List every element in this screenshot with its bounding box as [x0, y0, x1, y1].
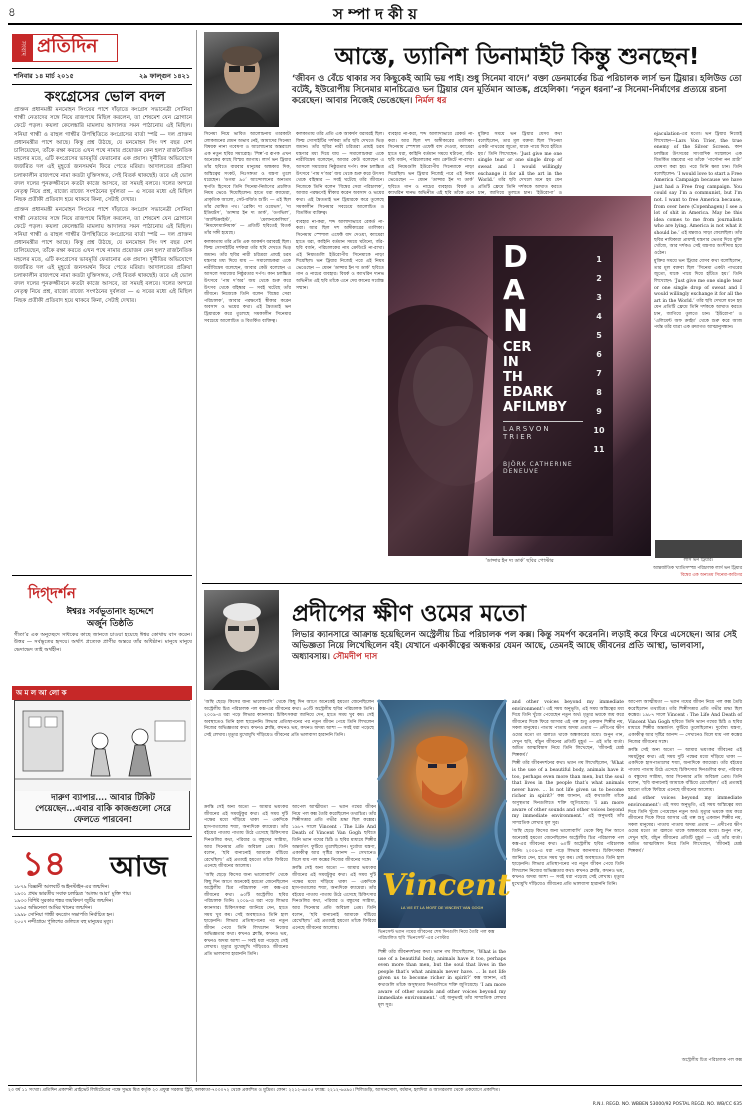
poster-letter: TH [503, 370, 523, 385]
article1-col1-text: সিনেমা নিয়ে ভাবিত আলোচনায় তারকাটা লোকজনের যেমন অভাব নেই, আমাদের সিনেমা বিষয়ক নানা গবেষণা ও আলোচনার অন্তরালে এক নতুন ছবির সমারোহ। ‘শিল্প’-র রূপক এখন অনেকের কাছে বিস্ময় জাগায়। লার্স ভন ট্রিয়ার তাঁর ছবিতে বারবার মানুষের অন্ধকার দিক, অস্তিত্বের সংকট, নিঃসঙ্গতা ও যন্ত্রণা তুলে ধরেছেন। ‘ডগমা ৯৫’ আন্দোলনের অন্যতম স্থপতি হিসেবে তিনি সিনেমা-নির্মাণের প্রচলিত নিয়ম ভেঙে দিয়েছিলেন। হাতে ধরা ক্যামেরা, প্রাকৃতিক আলো, সেট-বর্জিত শুটিং — এই ছিল তাঁর ঘোষিত পথ। ‘ব্রেকিং দ্য ওয়েভস’, ‘দ্য ইডিয়টস’, ‘ডান্সার ইন দ্য ডার্ক’, ‘ডগভিল’, ‘অ্যান্টিক্রাইস্ট’, ‘মেলানকোলিয়া’, ‘নিমফোম্যানিয়াক’ — প্রতিটি ছবিতেই বিতর্ক তাঁর সঙ্গী হয়েছে। [204, 132, 291, 236]
today-date-number: ১৪ [22, 844, 67, 884]
article2-headline: প্রদীপের ক্ষীণ ওমের মতো [292, 601, 527, 627]
portrait-icon [204, 32, 279, 127]
poster-number: 10 [593, 426, 605, 435]
side-photo-caption: লার্স ভন ট্রিয়ার। [683, 558, 714, 563]
article2-col5-cont2: ‘অস্থি ছেড়ে কিসের জন্য ভালোবাসি’ থেকে কিছু দিন আগে অনেকেই হয়তো জেনেছিলেন অস্ট্রেলীয় চিত্র পরিচালক পল কক্স-এর জীবনের কথা। ৬০টি অস্ট্রেলীয় ছবির পরিচালক তিনি। ২০০৯-এ ধরা পড়ে লিভার ক্যানসার। চিকিৎসকরা জানিয়ে দেন, হাতে সময় খুব কম। সেই অবস্থাতেও তিনি হাল ছাড়েননি। লিভার প্রতিস্থাপনের পর নতুন জীবন পেয়ে তিনি লিখলেন নিজের অভিজ্ঞতার কথা। কখনও ক্লান্তি, কখনও ভয়, কখনও অদম্য আশা — সবই ধরা পড়েছে সেই লেখায়। মৃত্যুর মুখোমুখি দাঁড়িয়েও জীবনের প্রতি ভালবাসা হারাননি তিনি। [512, 829, 624, 888]
poster-letter: CER [503, 340, 532, 355]
today-word: আজ [110, 850, 168, 883]
director-photo [204, 32, 279, 127]
article2-col3 [292, 805, 376, 1025]
article2-kicker [292, 630, 742, 663]
dancer-poster [388, 196, 651, 556]
poster-director: LARSVON TRIER [503, 421, 583, 441]
logo-name: প্রতিদিন [37, 35, 98, 57]
vincent-poster-subtitle: LA VIE ET LA MORT DE VINCENT VAN GOGH [400, 905, 484, 910]
poster-cast: BJÖRK CATHERINE DENEUVE [503, 461, 573, 475]
article2-kicker-text: লিভার ক্যানসারে আক্রান্ত হয়েছিলেন অস্ট্রেলীয় চিত্র পরিচালক পল কক্স। কিন্তু সমর্পণ করেননি। লড়াই করে ফিরে এসেছেন। আর সেই অভিজ্ঞতা নিয়ে লিখেছিলেন বই। যেখানে একাকীত্বের অন্ধকার যেমন আছে, তেমনই আছে জীবনের প্রতি আস্থা, ভালবাসা, অধ্যাবসায়। [292, 630, 737, 662]
digdarshan-body: গীতা’র এক অনুচ্ছেদে সাধকের কাছে জানতে চাওয়া হয়েছে ঈশ্বর কোথায় বাস করেন। উত্তর — সর্বভূতের হৃদয়ে। অর্থাৎ প্রত্যেক প্রাণীর অন্তরে তাঁর অধিষ্ঠান। মানুষে মানুষে ভেদাভেদ তাই অর্থহীন। [14, 632, 192, 653]
cartoon-caption: দারুণ ব্যাপার.... আবার টিকিট পেয়েছেন...এবার বাকি কাজগুলো সেরে ফেলতে পারবেন! [35, 793, 171, 825]
today-item: ১৮৭৯ বিজ্ঞানী আলবার্ট আইনস্টাইন-এর জন্মদিন। [14, 885, 110, 890]
article2-col2 [204, 805, 288, 1025]
poster-number: 3 [596, 293, 602, 302]
article1-col2-cont: ব্যবহার না-করা, শব্দ আলাদাভাবে রেকর্ড না-করা। আর ছিল দশ অঙ্গীকারের তালিকা। সিনেমায় স্পেশাল এফেক্ট বাদ দেওয়া, ক্যামেরা হাতে ধরা, কাহিনি বর্তমান সময়ে ঘটানো, জঁর-ছবি বর্জন, পরিচালকের নাম ক্রেডিটে না-রাখা। এই নিয়মগুলি ইউরোপীয় সিনেমাকে নাড়া দিয়েছিল। ভন ট্রিয়ার নিজেই পরে এই নিয়ম ভেঙেছেন — যেমন ‘ডান্সার ইন দ্য ডার্ক’ ছবিতে গান ও নাচের ব্যবহার। বিয়র্ক ও ক্যাথরিন দ্যনভ অভিনীত এই ছবি তাঁকে এনে দেয় কানের সর্বোচ্চ সম্মান। [296, 219, 384, 291]
article1-col3-text: ব্যবহার না-করা, শব্দ আলাদাভাবে রেকর্ড না-করা। আর ছিল দশ অঙ্গীকারের তালিকা। সিনেমায় স্পেশাল এফেক্ট বাদ দেওয়া, ক্যামেরা হাতে ধরা, কাহিনি বর্তমান সময়ে ঘটানো, জঁর-ছবি বর্জন, পরিচালকের নাম ক্রেডিটে না-রাখা। এই নিয়মগুলি ইউরোপীয় সিনেমাকে নাড়া দিয়েছিল। ভন ট্রিয়ার নিজেই পরে এই নিয়ম ভেঙেছেন — যেমন ‘ডান্সার ইন দ্য ডার্ক’ ছবিতে গান ও নাচের ব্যবহার। বিয়র্ক ও ক্যাথরিন দ্যনভ অভিনীত এই ছবি তাঁকে এনে [388, 132, 474, 197]
dancer-poster-caption: ‘ডান্সার ইন দ্য ডার্ক’ ছবির পোস্টার [485, 558, 554, 564]
article2-col1-text: ‘অস্থি ছেড়ে কিসের জন্য ভালোবাসি’ থেকে কিছু দিন আগে অনেকেই হয়তো জেনেছিলেন অস্ট্রেলীয় চিত্র পরিচালক পল কক্স-এর জীবনের কথা। ৬০টি অস্ট্রেলীয় ছবির পরিচালক তিনি। ২০০৯-এ ধরা পড়ে লিভার ক্যানসার। চিকিৎসকরা জানিয়ে দেন, হাতে সময় খুব কম। সেই অবস্থাতেও তিনি হাল ছাড়েননি। লিভার প্রতিস্থাপনের পর নতুন জীবন পেয়ে তিনি লিখলেন নিজের অভিজ্ঞতার কথা। কখনও ক্লান্তি, কখনও ভয়, কখনও অদম্য আশা — সবই ধরা পড়েছে সেই লেখায়। মৃত্যুর মুখোমুখি দাঁড়িয়েও জীবনের প্রতি ভালবাসা হারাননি তিনি। [204, 700, 374, 738]
article1-col5-text: ejaculation-এর মতো। ভন ট্রিয়ার নিজেই লিখেছেন—Lars Von Trier, the true enemy of the Silver Screen. কান চলচ্চিত্র উৎসবের সাংবাদিক সম্মেলনে এক বিতর্কিত মন্তব্যের পর তাঁকে ‘পার্সোনা নন গ্রাটা’ ঘোষণা করা হয়। পরে তিনি ক্ষমা চান। তিনি বলেছিলেন: ‘I would love to start a Free America Campaign because we have just had a Free frog campaign. You could say I’m a communist, but I’m not. I want to free America because, from over here (Copenhagen) I see a lot of shit in America. May be this idea comes to me from journalists who are lying. America is not what it should be.’ এই মন্তব্যও সাড়া ফেলেছিল। তাঁর ছবির নায়িকারা প্রায়শই যন্ত্রণার ভেতর দিয়ে মুক্তি খোঁজে, আর দর্শকও সেই যন্ত্রণার অংশীদার হয়ে ওঠেন। [654, 132, 742, 256]
poster-number: 11 [593, 445, 605, 454]
editorial-paragraph: প্রাক্তন প্রধানমন্ত্রী মনমোহন সিংয়ের পাশে দাঁড়াতে কংগ্রেস সভানেত্রী সোনিয়া গান্ধী নেতাদের সঙ্গে নিয়ে রাজপথে মিছিল করলেন, তা শেষমেশ যেন স্লোগানে ফেটে পড়ল। কয়লা কেলেঙ্কারি মামলায় আদালত সমন পাঠানোয় এই মিছিল। সনিয়া গান্ধী ও রাহুল গান্ধীর উপস্থিতিতে কংগ্রেসের বার্তা স্পষ্ট — দল প্রাক্তন প্রধানমন্ত্রীর পাশে আছে। কিন্তু প্রশ্ন উঠছে, যে মনমোহন সিং দশ বছর দেশ চালিয়েছেন, তাঁকে রক্ষা করতে এখন পথে নামার প্রয়োজন কেন হল? রাজনৈতিক মহলের মতে, এটি কংগ্রেসের ভাবমূর্তি ফেরানোর এক প্রয়াস। দুর্নীতির অভিযোগে জর্জরিত দল এই মুহূর্তে জনসমর্থন ফিরে পেতে মরিয়া। আদালতের প্রক্রিয়া চলাকালীন রাজপথে নামা কতটা যুক্তিসঙ্গত, সেই বিতর্ক থাকছেই। তবে এই ভোল বদল দলের পুনরুজ্জীবনে কতটা কাজে আসবে, তা সময়ই বলবে। দলের অন্দরে নেতৃত্ব নিয়ে প্রশ্ন, রাজ্যে রাজ্যে সংগঠনের দুর্বলতা — এ সবের মধ্যে এই মিছিল নিছক প্রতীকী প্রতিবাদ হয়ে থাকবে কিনা, সেটাই দেখার। [14, 107, 192, 204]
poster-number: 8 [596, 388, 602, 397]
article1-col1 [204, 132, 291, 580]
footer-imprint: ২৩ বর্ষ ১১ সংখ্যা। প্রতিদিন প্রকাশনী প্রাইভেট লিমিটেডের পক্ষে সুভদ্র মিত্র কর্তৃক ২০ প্রফুল্ল সরকার স্ট্রিট, কলকাতা-৭০০০৭২ থেকে প্রকাশিত ও মুদ্রিত। ফোন: ২২১২-৬৫০৫ ফ্যাক্স: ২২১২-৬৫৯৫। শিলিগুড়ি, আসানসোল, বর্ধমান, হলদিয়া ও আগরতলা থেকে একযোগে প্রকাশিত। [8, 1088, 500, 1093]
article1-col4-text: মুক্তির সময়ে ভন ট্রিয়ার যেসব কথা বলেছিলেন, তার মূল বক্তব্য ছিল ‘সিনেমা একটা পাথরের জুতো, যাকে পায়ে দিয়ে হাঁটতে হয়।’ তিনি লিখেছেন: ‘Just give me one single tear or one single drop of sweat and I would willingly exchange it for all the art in the World.’ তাঁর ছবি দেখলে মনে হয় যেন প্রতিটি ফ্রেমে তিনি দর্শককে আঘাত করতে চান, জাগিয়ে তুলতে চান। ‘ইউরোপা’ ও [478, 132, 562, 197]
poster-letter: A [503, 273, 525, 306]
article2-col6-text: আপেল আত্মীয়তা — ভ্যান গঘের জীবন নিয়ে পল কক্স তৈরি করেছিলেন তথ্যচিত্র। তাঁর শিল্পীসত্তার প্রতি গভীর শ্রদ্ধা ছিল কক্সের। ১৯৮৭ সালে Vincent : The Life And Death of Vincent Van Gogh ছবিতে তিনি ভ্যান গঘের চিঠি ও ছবির মাধ্যমে শিল্পীর অন্তর্জগৎ ফুটিয়ে তুলেছিলেন। দুর্বোধ্য যন্ত্রণা, একাকীত্ব আর সৃষ্টির আনন্দ — সেখানেও মিলে যায় পল কক্সের নিজের জীবনের সঙ্গে। [628, 700, 742, 745]
article-divider [202, 583, 742, 584]
column-divider [196, 30, 197, 1082]
article2-col3-text: আপেল আত্মীয়তা — ভ্যান গঘের জীবন নিয়ে পল কক্স তৈরি করেছিলেন তথ্যচিত্র। তাঁর শিল্পীসত্তার প্রতি গভীর শ্রদ্ধা ছিল কক্সের। ১৯৮৭ সালে Vincent : The Life And Death of Vincent Van Gogh ছবিতে তিনি ভ্যান গঘের চিঠি ও ছবির মাধ্যমে শিল্পীর অন্তর্জগৎ ফুটিয়ে তুলেছিলেন। দুর্বোধ্য যন্ত্রণা, একাকীত্ব আর সৃষ্টির আনন্দ — সেখানেও মিলে যায় পল কক্সের নিজের জীবনের সঙ্গে। [292, 805, 376, 863]
editorial-title: কংগ্রেসের ভোল বদল [44, 89, 166, 105]
poster-number: 1 [596, 255, 602, 264]
vincent-poster-title: Vincent [382, 868, 511, 903]
article2-col6 [628, 700, 742, 1025]
side-caption-2: আন্তর্জাতিক খ্যাতিসম্পন্ন পরিচালক লার্স ভন ট্রিয়ার [652, 566, 742, 571]
page-number: ৪ [8, 5, 16, 19]
poster-number: 7 [596, 369, 602, 378]
article2-col5-cont: শিল্পী তাঁর জীবনদর্শনের কথা। ভ্যান গঘ লিখেছিলেন, ‘What is the use of a beautiful body, animals have it too, perhaps even more than men, but the soul that lives in the people that’s what animals never have. ... Is not life given us to become richer in spirit?’ কক্স জানান, এই কথাগুলি তাঁকে অসুস্থতার দিনগুলিতে শক্তি জুগিয়েছে। ‘I am more aware of other sounds and other voices beyond my immediate environment.’ এই অনুভবই তাঁর সাম্প্রতিক লেখার মূল সুর। [512, 761, 624, 826]
article2-author: সৌমদীপ দাস [332, 652, 378, 662]
footer-registration: R.N.I. REGD. NO. WBBEN 53000/92 POSTAL REGD. NO. WB/CC 635 [592, 1102, 742, 1107]
article1-col1-cont: কলকাতায় তাঁর প্রতি এক আকর্ষণ বরাবরই ছিল। ফিল্ম সোসাইটির দর্শকরা তাঁর ছবি দেখতে ভিড় জমান। তাঁর ছবির নারী চরিত্ররা প্রায়ই চরম যন্ত্রণার মধ্য দিয়ে যায় — সমালোচকরা একে নারীবিদ্বেষ বলেছেন, আবার কেউ বলেছেন এ আসলে সমাজের নিষ্ঠুরতার দর্পণ। কান চলচ্চিত্র উৎসবে ‘পাম দ’অর’ জয় থেকে শুরু করে উৎসব থেকে বহিষ্কার — সবই ঘটেছে তাঁর জীবনে। নিজেকে তিনি বলেন ‘বিশ্বের সেরা পরিচালক’, আবার পরক্ষণেই স্বীকার করেন অবসাদ ও ভয়ের কথা। এই দ্বৈততাই ভন ট্রিয়ারকে করে তুলেছে সমকালীন সিনেমার সবচেয়ে আলোচিত ও বিতর্কিত ব্যক্তিত্ব। [204, 239, 291, 324]
header-rule [8, 23, 742, 25]
article2-col3-cont: ক্রান্তি সেই অন্য অতো — আমার ভয়ংকর জীবনের এই সময়টুকুর কথা। এই সময় দুটি পক্ষের মধ্যে দাঁড়িয়ে থাকা — একদিকে হাসপাতালের শয্যা, অন্যদিকে ক্যামেরা। তাঁর বইয়ের পাতায় পাতায় উঠে এসেছে চিকিৎসার দিনগুলির কথা, পরিবার ও বন্ধুদের সান্নিধ্য, আর সিনেমার প্রতি অবিচল প্রেম। তিনি বলেন, ‘ছবি বানানোই আমাকে বাঁচিয়ে রেখেছিল।’ এই প্রত্যয়ই হয়তো তাঁকে ফিরিয়ে এনেছে জীবনের আলোয়। [292, 866, 376, 931]
poster-letter: IN [503, 355, 519, 370]
article1-kicker [292, 74, 742, 107]
cartoon-panel [14, 700, 190, 830]
poster-number: 6 [596, 350, 602, 359]
masthead-logo [12, 34, 192, 64]
today-item: ১৯৩১ প্রথম ভারতীয় সবাক চলচ্চিত্র ‘আলম আরা’ মুক্তি পায়। [14, 892, 132, 897]
poster-letter: AFILMBY [503, 400, 567, 415]
article1-author: নির্মল ধর [415, 96, 447, 106]
editorial-paragraph-repeat: প্রাক্তন প্রধানমন্ত্রী মনমোহন সিংয়ের পাশে দাঁড়াতে কংগ্রেস সভানেত্রী সোনিয়া গান্ধী নেতাদের সঙ্গে নিয়ে রাজপথে মিছিল করলেন, তা শেষমেশ যেন স্লোগানে ফেটে পড়ল। কয়লা কেলেঙ্কারি মামলায় আদালত সমন পাঠানোয় এই মিছিল। সনিয়া গান্ধী ও রাহুল গান্ধীর উপস্থিতিতে কংগ্রেসের বার্তা স্পষ্ট — দল প্রাক্তন প্রধানমন্ত্রীর পাশে আছে। কিন্তু প্রশ্ন উঠছে, যে মনমোহন সিং দশ বছর দেশ চালিয়েছেন, তাঁকে রক্ষা করতে এখন পথে নামার প্রয়োজন কেন হল? রাজনৈতিক মহলের মতে, এটি কংগ্রেসের ভাবমূর্তি ফেরানোর এক প্রয়াস। দুর্নীতির অভিযোগে জর্জরিত দল এই মুহূর্তে জনসমর্থন ফিরে পেতে মরিয়া। আদালতের প্রক্রিয়া চলাকালীন রাজপথে নামা কতটা যুক্তিসঙ্গত, সেই বিতর্ক থাকছেই। তবে এই ভোল বদল দলের পুনরুজ্জীবনে কতটা কাজে আসবে, তা সময়ই বলবে। দলের অন্দরে নেতৃত্ব নিয়ে প্রশ্ন, রাজ্যে রাজ্যে সংগঠনের দুর্বলতা — এ সবের মধ্যে এই মিছিল নিছক প্রতীকী প্রতিবাদ হয়ে থাকবে কিনা, সেটাই দেখার। [14, 207, 192, 304]
vincent-poster-caption: ভিনসেন্ট ভ্যান গঘের জীবনের শেষ দিনগুলি নিয়ে তৈরি পল কক্স পরিচালিত ছবি ‘ভিনসেন্ট’-এর পোস্টার [378, 930, 495, 941]
article2-credit: অস্ট্রেলীয় চিত্র পরিচালক পল কক্স [681, 1058, 742, 1063]
editorial-body [14, 106, 192, 571]
today-item: ১৯৯৮ সোনিয়া গান্ধী কংগ্রেস সভাপতি নির্বাচিত হন। [14, 913, 114, 918]
today-item: ১৯৩৩ বিশিষ্ট সুরকার শঙ্কর জয়কিষণ জুটির জন্মদিন। [14, 899, 114, 904]
cartoon-drawing-icon [15, 701, 191, 791]
digdarshan-title: দিগ্‌দর্শন [28, 584, 76, 602]
today-item: ১৯৬৫ অভিনেতা আমির খানের জন্মদিন। [14, 906, 93, 911]
today-item: ২০০৭ নন্দীগ্রামে পুলিশের গুলিতে বহু মানুষের মৃত্যু। [14, 920, 113, 925]
article1-headline: আস্তে, ড্যানিশ ডিনামাইট কিন্তু শুনছেন! [334, 44, 700, 70]
poster-letter: EDARK [503, 385, 553, 400]
poster-number: 4 [596, 312, 602, 321]
amalalok-label: অ ম ল আ লো ক [12, 686, 192, 700]
portrait2-icon [204, 590, 279, 690]
today-list [14, 884, 192, 926]
article1-col4 [478, 132, 562, 197]
article1-col2 [296, 132, 384, 580]
date-bengali: ২৯ ফাল্গুন ১৪২১ [139, 72, 190, 80]
date-gregorian: শনিবার ১৪ মার্চ ২০১৫ [14, 72, 74, 80]
article2-col4-text: শিল্পী তাঁর জীবনদর্শনের কথা। ভ্যান গঘ লিখেছিলেন, ‘What is the use of a beautiful body, animals have it too, perhaps even more than men, but the soul that lives in the people that’s what animals never have. ... Is not life given us to become richer in spirit?’ কক্স জানান, এই কথাগুলি তাঁকে অসুস্থতার দিনগুলিতে শক্তি জুগিয়েছে। ‘I am more aware of other sounds and other voices beyond my immediate environment.’ এই অনুভবই তাঁর সাম্প্রতিক লেখার মূল সুর। [378, 950, 506, 1008]
article1-col2-text: কলকাতায় তাঁর প্রতি এক আকর্ষণ বরাবরই ছিল। ফিল্ম সোসাইটির দর্শকরা তাঁর ছবি দেখতে ভিড় জমান। তাঁর ছবির নারী চরিত্ররা প্রায়ই চরম যন্ত্রণার মধ্য দিয়ে যায় — সমালোচকরা একে নারীবিদ্বেষ বলেছেন, আবার কেউ বলেছেন এ আসলে সমাজের নিষ্ঠুরতার দর্পণ। কান চলচ্চিত্র উৎসবে ‘পাম দ’অর’ জয় থেকে শুরু করে উৎসব থেকে বহিষ্কার — সবই ঘটেছে তাঁর জীবনে। নিজেকে তিনি বলেন ‘বিশ্বের সেরা পরিচালক’, আবার পরক্ষণেই স্বীকার করেন অবসাদ ও ভয়ের কথা। এই দ্বৈততাই ভন ট্রিয়ারকে করে তুলেছে সমকালীন সিনেমার সবচেয়ে আলোচিত ও বিতর্কিত ব্যক্তিত্ব। [296, 132, 384, 217]
poster-letter: N [503, 304, 529, 339]
digdarshan-subtitle: ঈশ্বরঃ সর্বভূতানাং হৃদ্দেশে [66, 607, 154, 617]
section-title: স ম্পা দ কী য় [332, 5, 418, 23]
article2-col6-cont2: and other voices beyond my immediate environment’। এই সময় অনুভূতি, এই সময় অস্তিত্বের মধ্য দিয়ে তিনি খুঁজে পেয়েছেন নতুন অর্থ। মৃত্যুর ভয়কে জয় করে জীবনের দিকে ফিরে আসার এই গল্প শুধু একজন শিল্পীর নয়, সকল মানুষের। পাতায় পাতায় অদম্য প্রত্যয় — প্রদীপের ক্ষীণ ওমের মতো তা জ্বলতে থাকে অন্ধকারের মধ্যে। শুনুন গান, দেখুন ছবি, বাঁচুন জীবনের প্রতিটি মুহূর্ত — এই তাঁর বার্তা। অমিত আত্মবিশ্বাস নিয়ে তিনি লিখেছেন, ‘জীবনই শ্রেষ্ঠ শিল্পকর্ম।’ [628, 796, 742, 855]
article2-col5-text: and other voices beyond my immediate environment’। এই সময় অনুভূতি, এই সময় অস্তিত্বের মধ্য দিয়ে তিনি খুঁজে পেয়েছেন নতুন অর্থ। মৃত্যুর ভয়কে জয় করে জীবনের দিকে ফিরে আসার এই গল্প শুধু একজন শিল্পীর নয়, সকল মানুষের। পাতায় পাতায় অদম্য প্রত্যয় — প্রদীপের ক্ষীণ ওমের মতো তা জ্বলতে থাকে অন্ধকারের মধ্যে। শুনুন গান, দেখুন ছবি, বাঁচুন জীবনের প্রতিটি মুহূর্ত — এই তাঁর বার্তা। অমিত আত্মবিশ্বাস নিয়ে তিনি লিখেছেন, ‘জীবনই শ্রেষ্ঠ শিল্পকর্ম।’ [512, 700, 624, 758]
article2-col5 [512, 700, 624, 1025]
poster-number: 5 [596, 331, 602, 340]
side-photo [655, 540, 742, 558]
side-caption-3: বিশ্বের এক অন্যতম সিনেমা-কারিগর [680, 573, 742, 578]
article2-col6-cont: ক্রান্তি সেই অন্য অতো — আমার ভয়ংকর জীবনের এই সময়টুকুর কথা। এই সময় দুটি পক্ষের মধ্যে দাঁড়িয়ে থাকা — একদিকে হাসপাতালের শয্যা, অন্যদিকে ক্যামেরা। তাঁর বইয়ের পাতায় পাতায় উঠে এসেছে চিকিৎসার দিনগুলির কথা, পরিবার ও বন্ধুদের সান্নিধ্য, আর সিনেমার প্রতি অবিচল প্রেম। তিনি বলেন, ‘ছবি বানানোই আমাকে বাঁচিয়ে রেখেছিল।’ এই প্রত্যয়ই হয়তো তাঁকে ফিরিয়ে এনেছে জীবনের আলোয়। [628, 748, 742, 793]
poster-number: 9 [596, 407, 602, 416]
article1-col3 [388, 132, 474, 197]
poster-title-panel [493, 236, 613, 536]
article1-col5-cont: মুক্তির সময়ে ভন ট্রিয়ার যেসব কথা বলেছিলেন, তার মূল বক্তব্য ছিল ‘সিনেমা একটা পাথরের জুতো, যাকে পায়ে দিয়ে হাঁটতে হয়।’ তিনি লিখেছেন: ‘Just give me one single tear or one single drop of sweat and I would willingly exchange it for all the art in the World.’ তাঁর ছবি দেখলে মনে হয় যেন প্রতিটি ফ্রেমে তিনি দর্শককে আঘাত করতে চান, জাগিয়ে তুলতে চান। ‘ইউরোপা’ ও ‘এলিমেন্ট অফ ক্রাইম’ থেকে শুরু করে আজ পর্যন্ত তাঁর যাত্রা এক ক্রমাগত আত্মানুসন্ধান। [654, 259, 742, 331]
poster-number: 2 [596, 274, 602, 283]
sidebar-divider [12, 575, 192, 576]
today-top-rule [12, 836, 192, 837]
logo-small-text: সংবাদ [13, 35, 33, 61]
article2-col1 [204, 700, 374, 800]
dateline [12, 68, 192, 85]
footer-rule [8, 1085, 742, 1086]
article1-kicker-text: ‘জীবন ও বেঁচে থাকার সব কিছুকেই আমি ভয় পাই। শুধু সিনেমা বাদে।’ বক্তা ডেনমার্কের চিত্র পরিচালক লার্স ভন ট্রিয়ার। হলিউড তো বটেই, ইউরোপীয় সিনেমার মানচিত্রেও ভন ট্রিয়ার যেন মূর্তিমান আতঙ্ক, প্রহেলিকা। ‘নতুন ধরনা’-র সিনেমা-নির্মাণের প্রত্যয়ে রচনা করেছেন। আবার নিজেই ভেঙেছেন। [292, 74, 742, 106]
author2-photo [204, 590, 279, 690]
poster-letter: D [503, 240, 528, 275]
article2-col2-cont: ‘অস্থি ছেড়ে কিসের জন্য ভালোবাসি’ থেকে কিছু দিন আগে অনেকেই হয়তো জেনেছিলেন অস্ট্রেলীয় চিত্র পরিচালক পল কক্স-এর জীবনের কথা। ৬০টি অস্ট্রেলীয় ছবির পরিচালক তিনি। ২০০৯-এ ধরা পড়ে লিভার ক্যানসার। চিকিৎসকরা জানিয়ে দেন, হাতে সময় খুব কম। সেই অবস্থাতেও তিনি হাল ছাড়েননি। লিভার প্রতিস্থাপনের পর নতুন জীবন পেয়ে তিনি লিখলেন নিজের অভিজ্ঞতার কথা। কখনও ক্লান্তি, কখনও ভয়, কখনও অদম্য আশা — সবই ধরা পড়েছে সেই লেখায়। মৃত্যুর মুখোমুখি দাঁড়িয়েও জীবনের প্রতি ভালবাসা হারাননি তিনি। [204, 872, 288, 958]
article2-col2-text: ক্রান্তি সেই অন্য অতো — আমার ভয়ংকর জীবনের এই সময়টুকুর কথা। এই সময় দুটি পক্ষের মধ্যে দাঁড়িয়ে থাকা — একদিকে হাসপাতালের শয্যা, অন্যদিকে ক্যামেরা। তাঁর বইয়ের পাতায় পাতায় উঠে এসেছে চিকিৎসার দিনগুলির কথা, পরিবার ও বন্ধুদের সান্নিধ্য, আর সিনেমার প্রতি অবিচল প্রেম। তিনি বলেন, ‘ছবি বানানোই আমাকে বাঁচিয়ে রেখেছিল।’ এই প্রত্যয়ই হয়তো তাঁকে ফিরিয়ে এনেছে জীবনের আলোয়। [204, 805, 288, 870]
vincent-poster [378, 700, 511, 928]
digdarshan-subtitle2: অর্জুন তিষ্ঠতি [86, 619, 134, 629]
article2-col4 [378, 950, 506, 1032]
